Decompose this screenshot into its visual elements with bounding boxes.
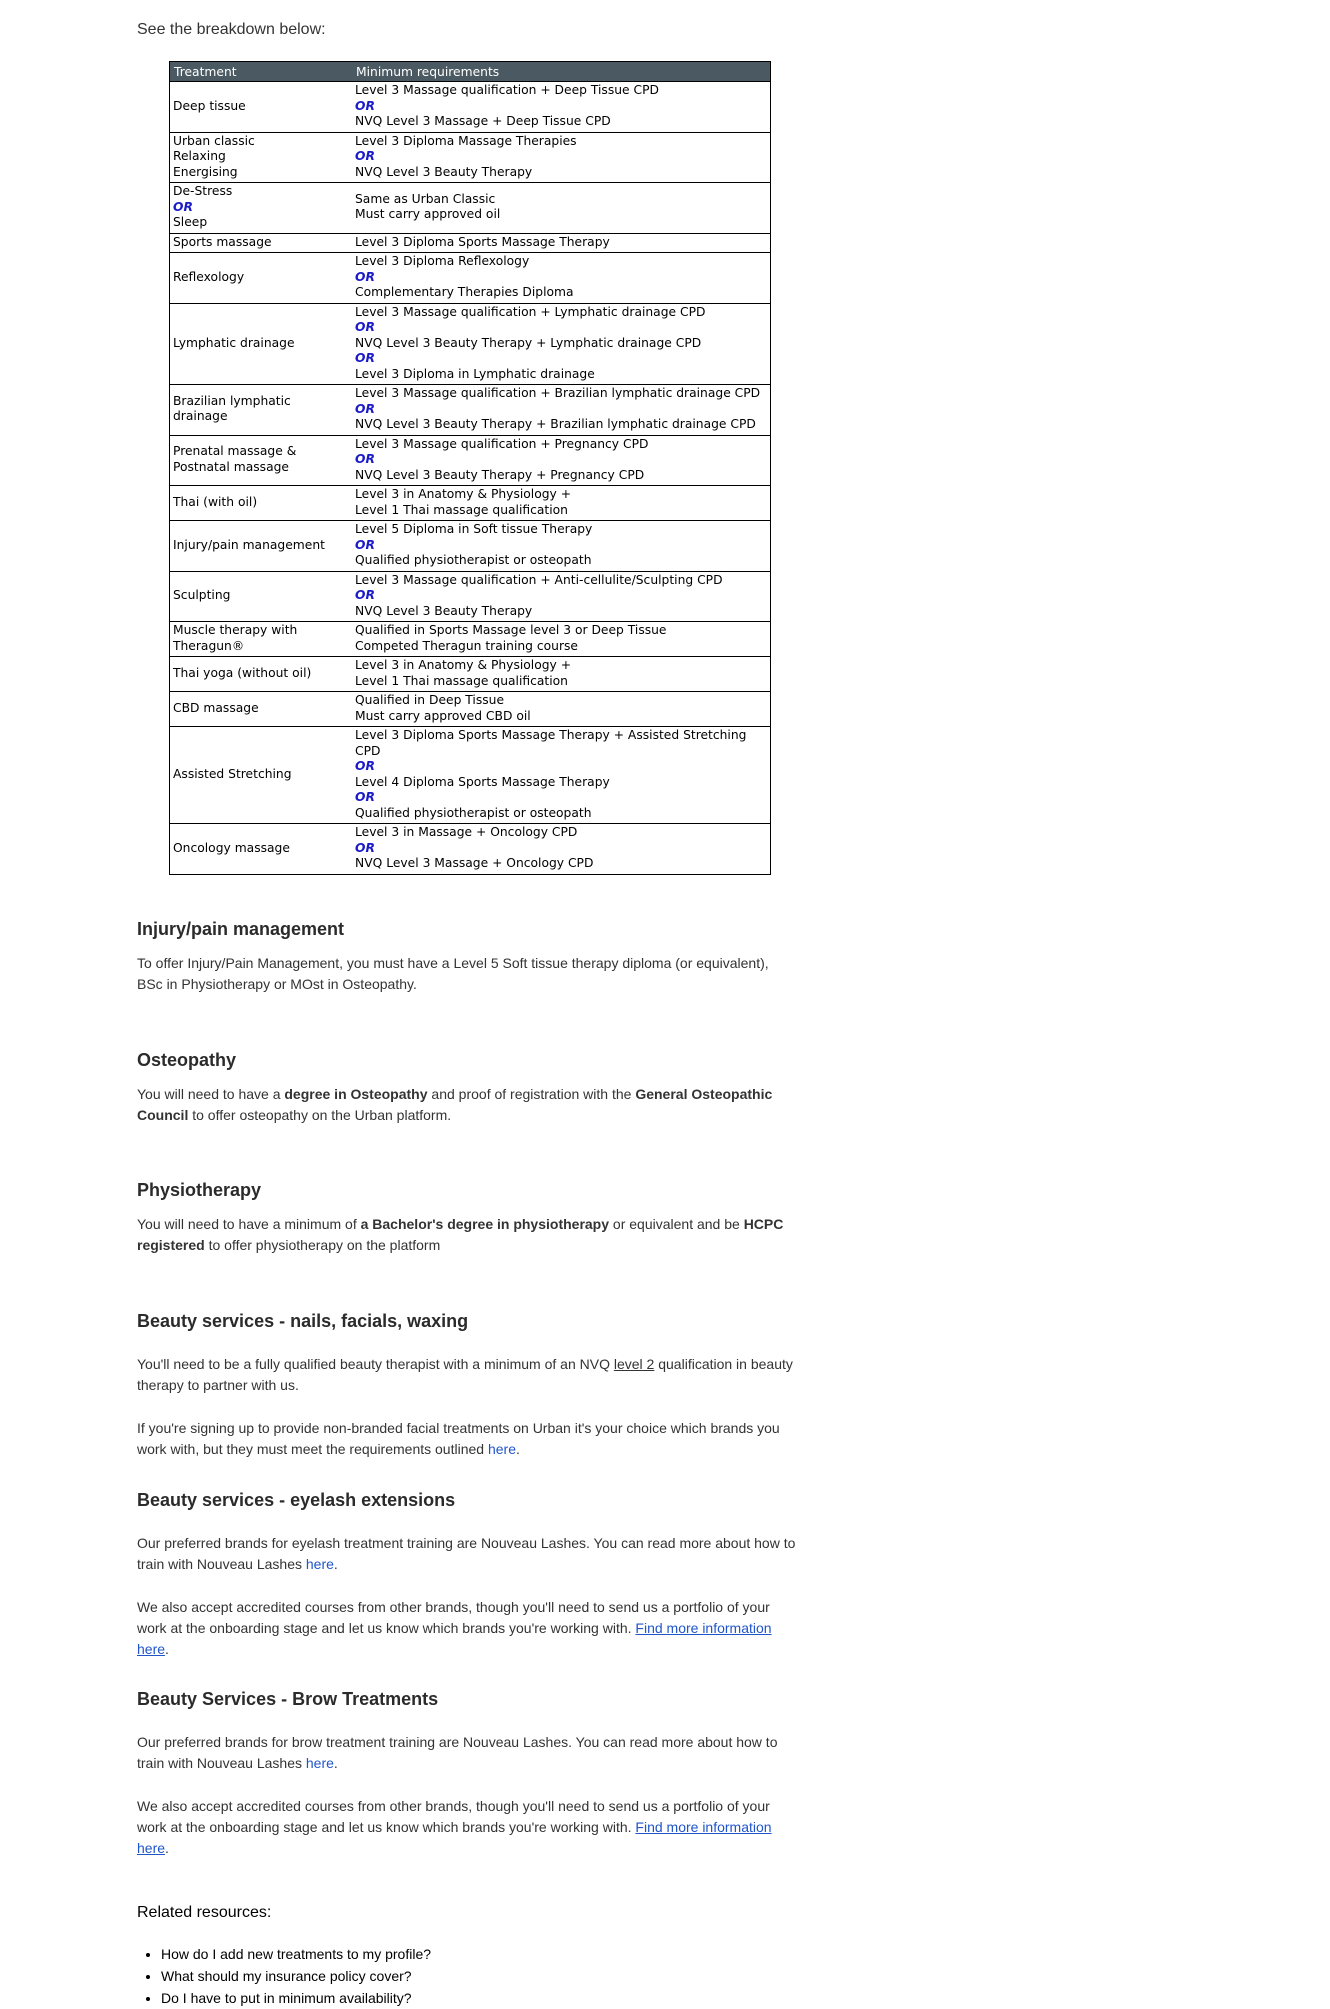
treatment-line: Assisted Stretching: [173, 766, 292, 781]
section-beauty-brows: [137, 1688, 797, 1859]
nails-text-2: [137, 1418, 797, 1460]
text-span: You will need to have a minimum of: [137, 1216, 361, 1232]
requirement-line: Level 3 in Anatomy & Physiology +: [355, 487, 572, 501]
table-row: [170, 824, 771, 875]
treatment-line: Relaxing: [173, 149, 226, 163]
requirement-line: Qualified physiotherapist or osteopath: [355, 805, 592, 820]
requirement-line: Qualified physiotherapist or osteopath: [355, 553, 592, 567]
treatment-line: Brazilian lymphatic drainage: [173, 393, 291, 424]
text-span: .: [333, 1556, 338, 1572]
treatment-line: Oncology massage: [173, 840, 290, 855]
text-span: .: [333, 1755, 338, 1771]
or-label: OR: [355, 98, 375, 113]
requirement-line: Level 3 Massage qualification + Lymphatic drainage CPD: [355, 304, 706, 319]
table-row: [170, 253, 771, 304]
table-row: [170, 571, 771, 622]
table-header-row: [170, 62, 771, 82]
requirement-line: Level 3 Diploma in Lymphatic drainage: [355, 366, 595, 381]
related-item[interactable]: [161, 1987, 797, 2009]
requirements-cell: [352, 253, 771, 304]
requirements-cell: [352, 132, 771, 183]
related-item-label[interactable]: What should my insurance policy cover?: [161, 1968, 412, 1984]
table-row: [170, 692, 771, 727]
related-item-label[interactable]: Do I have to put in minimum availability?: [161, 1990, 412, 2006]
table-row: [170, 435, 771, 486]
requirements-cell: [352, 82, 771, 133]
treatment-cell: [170, 233, 353, 253]
header-requirements: Minimum requirements: [352, 62, 771, 82]
intro-text: See the breakdown below:: [137, 21, 326, 38]
section-injury: [137, 918, 797, 995]
requirements-cell: [352, 303, 771, 385]
bold-span: a Bachelor's degree in physiotherapy: [360, 1216, 610, 1232]
treatment-cell: [170, 132, 353, 183]
requirements-cell: [352, 233, 771, 253]
treatment-line: Sports massage: [173, 234, 272, 249]
or-label: OR: [355, 401, 375, 416]
treatment-line: Lymphatic drainage: [173, 335, 295, 350]
nails-text-1: [137, 1354, 797, 1396]
requirements-cell: [352, 657, 771, 692]
table-row: [170, 82, 771, 133]
treatment-line: De-Stress: [173, 184, 233, 198]
text-span: to offer osteopathy on the Urban platform.: [188, 1107, 452, 1123]
requirement-line: Level 3 Diploma Massage Therapies: [355, 133, 577, 148]
text-span: We also accept accredited courses from other brands, though you'll need to send us a portfolio of your work at the onboarding stage and let us know which brands you're working with.: [137, 1798, 770, 1835]
treatment-line: Sculpting: [173, 588, 231, 602]
related-item[interactable]: [161, 1943, 797, 1965]
treatment-cell: [170, 622, 353, 657]
or-label: OR: [355, 269, 375, 284]
treatment-cell: [170, 824, 353, 875]
or-label: OR: [355, 452, 375, 466]
treatment-cell: [170, 727, 353, 824]
treatment-line: Injury/pain management: [173, 537, 325, 552]
treatment-line: Sleep: [173, 215, 208, 229]
table-row: [170, 183, 771, 234]
lashes-heading: Beauty services - eyelash extensions: [137, 1490, 456, 1510]
requirements-cell: [352, 622, 771, 657]
table-row: [170, 521, 771, 572]
facial-requirements-link[interactable]: here: [487, 1441, 516, 1457]
requirements-cell: [352, 385, 771, 436]
physiotherapy-heading: Physiotherapy: [137, 1180, 262, 1200]
bold-span: degree in Osteopathy: [284, 1086, 428, 1102]
section-beauty-lashes: [137, 1489, 797, 1660]
text-span: .: [165, 1641, 169, 1657]
requirement-line: Level 3 Massage qualification + Brazilian lymphatic drainage CPD: [355, 386, 761, 400]
treatment-cell: [170, 571, 353, 622]
treatment-line: Urban classic: [173, 133, 255, 148]
nouveau-brows-link[interactable]: here: [305, 1755, 334, 1771]
treatment-cell: [170, 692, 353, 727]
requirements-cell: [352, 521, 771, 572]
requirement-line: Level 4 Diploma Sports Massage Therapy: [355, 774, 610, 789]
text-span: Our preferred brands for eyelash treatment training are Nouveau Lashes. You can read more about how to train with Nouveau Lashes: [137, 1535, 796, 1572]
related-list: [137, 1943, 797, 2009]
treatment-cell: [170, 385, 353, 436]
requirement-line: Level 1 Thai massage qualification: [355, 502, 568, 517]
requirement-line: NVQ Level 3 Beauty Therapy: [355, 164, 533, 179]
text-span: or equivalent and be: [609, 1216, 744, 1232]
section-osteopathy: [137, 1049, 797, 1126]
related-item-label[interactable]: How do I add new treatments to my profile?: [161, 1946, 432, 1962]
table-row: [170, 622, 771, 657]
table-row: [170, 727, 771, 824]
treatment-cell: [170, 657, 353, 692]
lashes-text-2: [137, 1597, 797, 1660]
or-label: OR: [355, 537, 375, 552]
treatment-line: CBD massage: [173, 700, 259, 715]
lashes-text-1: [137, 1533, 797, 1575]
table-row: [170, 657, 771, 692]
brows-text-2: [137, 1796, 797, 1859]
treatment-line: Reflexology: [173, 269, 245, 284]
table-row: [170, 303, 771, 385]
requirement-line: Level 3 Diploma Sports Massage Therapy + Assisted Stretching CPD: [355, 728, 747, 758]
section-related-resources: [137, 1902, 797, 2009]
brows-more-info-link[interactable]: Find more information here: [137, 1819, 772, 1856]
text-span: qualification in beauty therapy to partner with us.: [137, 1356, 793, 1393]
requirement-line: NVQ Level 3 Beauty Therapy + Brazilian lymphatic drainage CPD: [355, 417, 756, 431]
requirement-line: Level 3 Massage qualification + Anti-cellulite/Sculpting CPD: [355, 572, 723, 587]
table-row: [170, 486, 771, 521]
requirements-cell: [352, 692, 771, 727]
text-span: Our preferred brands for brow treatment training are Nouveau Lashes. You can read more about how to train with Nouveau Lashes: [137, 1734, 778, 1771]
requirements-cell: [352, 183, 771, 234]
requirement-line: Complementary Therapies Diploma: [355, 285, 574, 299]
treatment-cell: [170, 253, 353, 304]
bold-span: General Osteopathic Council: [137, 1086, 773, 1123]
text-span: If you're signing up to provide non-branded facial treatments on Urban it's your choice which brands you work with, but they must meet the requirements outlined: [137, 1420, 780, 1457]
text-span: to offer physiotherapy on the platform: [204, 1237, 441, 1253]
requirements-cell: [352, 824, 771, 875]
section-beauty-nails: [137, 1310, 797, 1460]
requirement-line: Must carry approved CBD oil: [355, 708, 531, 723]
or-label: OR: [173, 199, 193, 214]
treatment-cell: [170, 435, 353, 486]
osteopathy-heading: Osteopathy: [137, 1050, 237, 1070]
table-row: [170, 233, 771, 253]
requirement-line: Competed Theragun training course: [355, 638, 578, 653]
header-treatment: Treatment: [170, 62, 353, 82]
underlined-span: level 2: [613, 1356, 655, 1372]
requirement-line: Qualified in Sports Massage level 3 or Deep Tissue: [355, 623, 667, 637]
requirement-line: Level 3 Massage qualification + Pregnancy CPD: [355, 436, 649, 451]
brows-text-1: [137, 1732, 797, 1774]
table-row: [170, 385, 771, 436]
or-label: OR: [355, 840, 375, 855]
nouveau-lashes-link[interactable]: here: [305, 1556, 334, 1572]
text-span: You will need to have a: [137, 1086, 285, 1102]
or-label: OR: [355, 351, 375, 365]
requirement-line: Level 3 Diploma Sports Massage Therapy: [355, 234, 610, 249]
requirement-line: NVQ Level 3 Massage + Oncology CPD: [355, 856, 594, 870]
requirements-cell: [352, 435, 771, 486]
nails-heading: Beauty services - nails, facials, waxing: [137, 1311, 469, 1331]
or-label: OR: [355, 790, 375, 804]
requirement-line: Must carry approved oil: [355, 207, 501, 222]
requirement-line: Level 5 Diploma in Soft tissue Therapy: [355, 522, 593, 536]
requirement-line: Same as Urban Classic: [355, 191, 496, 206]
injury-heading: Injury/pain management: [137, 919, 345, 939]
text-span: .: [515, 1441, 520, 1457]
requirements-cell: [352, 571, 771, 622]
requirement-line: Level 3 in Anatomy & Physiology +: [355, 658, 572, 672]
requirements-table: [169, 61, 771, 875]
requirement-line: NVQ Level 3 Massage + Deep Tissue CPD: [355, 114, 611, 128]
requirements-cell: [352, 486, 771, 521]
table-row: [170, 132, 771, 183]
treatment-cell: [170, 486, 353, 521]
section-physiotherapy: [137, 1179, 797, 1256]
injury-text: To offer Injury/Pain Management, you must have a Level 5 Soft tissue therapy diploma (or equivalent), BSc in Physiotherapy or MOst in Osteopathy.: [137, 955, 769, 992]
treatment-cell: [170, 303, 353, 385]
brows-heading: Beauty Services - Brow Treatments: [137, 1689, 439, 1709]
treatment-line: Energising: [173, 164, 238, 179]
osteopathy-text: [137, 1084, 797, 1126]
requirements-cell: [352, 727, 771, 824]
requirement-line: NVQ Level 3 Beauty Therapy + Lymphatic drainage CPD: [355, 335, 702, 350]
requirement-line: NVQ Level 3 Beauty Therapy: [355, 603, 533, 618]
requirement-line: Level 3 Diploma Reflexology: [355, 254, 530, 268]
or-label: OR: [355, 320, 375, 334]
text-span: You'll need to be a fully qualified beauty therapist with a minimum of an NVQ: [137, 1356, 614, 1372]
treatment-line: Prenatal massage & Postnatal massage: [173, 444, 297, 474]
or-label: OR: [355, 759, 375, 773]
treatment-line: Deep tissue: [173, 98, 246, 113]
lashes-more-info-link[interactable]: Find more information here: [137, 1620, 772, 1657]
requirement-line: Level 3 Massage qualification + Deep Tissue CPD: [355, 83, 659, 97]
treatment-cell: [170, 82, 353, 133]
requirement-line: Level 1 Thai massage qualification: [355, 673, 568, 688]
treatment-cell: [170, 521, 353, 572]
requirement-line: Level 3 in Massage + Oncology CPD: [355, 825, 578, 839]
treatment-line: Muscle therapy with Theragun®: [173, 623, 298, 653]
related-heading: Related resources:: [137, 1904, 272, 1921]
treatment-line: Thai yoga (without oil): [173, 665, 312, 680]
text-span: and proof of registration with the: [427, 1086, 636, 1102]
physiotherapy-text: [137, 1214, 797, 1256]
or-label: OR: [355, 588, 375, 602]
text-span: We also accept accredited courses from other brands, though you'll need to send us a portfolio of your work at the onboarding stage and let us know which brands you're working with.: [137, 1599, 770, 1636]
bold-span: HCPC registered: [137, 1216, 784, 1253]
related-item[interactable]: [161, 1965, 797, 1987]
requirement-line: NVQ Level 3 Beauty Therapy + Pregnancy CPD: [355, 467, 645, 482]
or-label: OR: [355, 149, 375, 163]
text-span: .: [165, 1840, 169, 1856]
treatment-cell: [170, 183, 353, 234]
treatment-line: Thai (with oil): [173, 494, 258, 509]
requirement-line: Qualified in Deep Tissue: [355, 693, 505, 707]
